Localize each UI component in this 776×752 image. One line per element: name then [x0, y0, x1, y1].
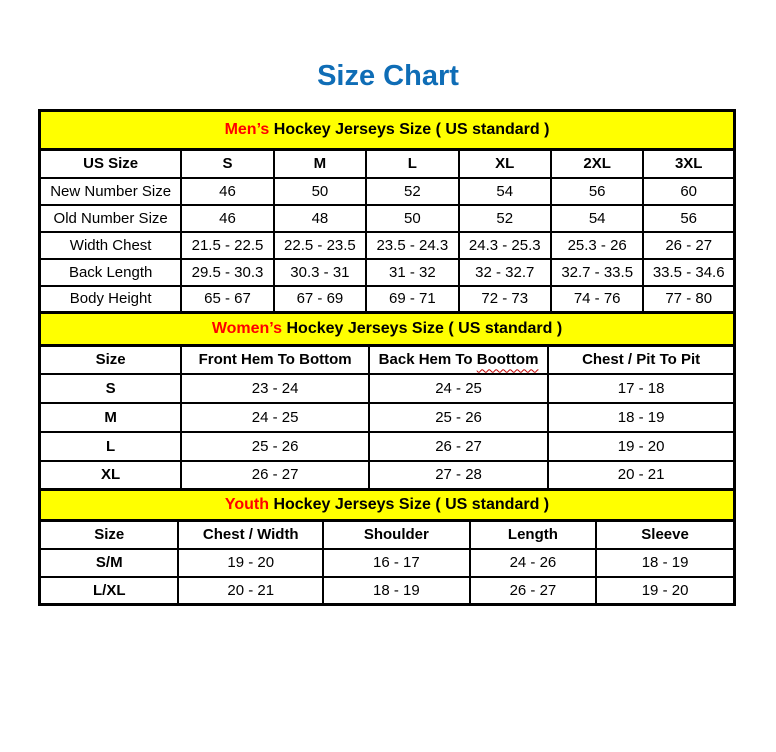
value-cell: 32 - 32.7 — [459, 259, 551, 286]
column-header-cell: 2XL — [551, 150, 643, 178]
value-cell: 32.7 - 33.5 — [551, 259, 643, 286]
size-table-mens — [38, 109, 736, 314]
row-label-cell: Width Chest — [40, 232, 182, 259]
table-title-cell — [40, 490, 735, 521]
row-label-cell: Body Height — [40, 286, 182, 313]
column-header-cell: US Size — [40, 150, 182, 178]
value-cell: 19 - 20 — [548, 432, 734, 461]
table-title-text: Hockey Jerseys Size ( US standard ) — [282, 320, 563, 337]
column-header-cell: Front Hem To Bottom — [181, 346, 369, 374]
column-header-text: Back Hem To — [378, 351, 477, 369]
value-cell: 25 - 26 — [369, 403, 548, 432]
value-cell: 69 - 71 — [366, 286, 458, 313]
value-cell: 26 - 27 — [369, 432, 548, 461]
table-title-cell — [40, 313, 735, 346]
value-cell: 77 - 80 — [643, 286, 734, 313]
page-title: Size Chart — [317, 60, 459, 92]
row-label-cell: Back Length — [40, 259, 182, 286]
table-row — [40, 577, 735, 605]
table-title-text: Hockey Jerseys Size ( US standard ) — [269, 121, 550, 138]
table-row — [40, 549, 735, 577]
value-cell: 18 - 19 — [323, 577, 470, 605]
value-cell: 26 - 27 — [643, 232, 734, 259]
value-cell: 52 — [459, 205, 551, 232]
value-cell: 21.5 - 22.5 — [181, 232, 273, 259]
value-cell: 20 - 21 — [548, 461, 734, 490]
column-header-cell: Chest / Pit To Pit — [548, 346, 734, 374]
value-cell: 50 — [366, 205, 458, 232]
table-row — [40, 374, 735, 403]
table-title-text: Hockey Jerseys Size ( US standard ) — [269, 496, 550, 513]
row-label-cell: Old Number Size — [40, 205, 182, 232]
value-cell: 52 — [366, 178, 458, 205]
value-cell: 60 — [643, 178, 734, 205]
column-header-row — [40, 521, 735, 549]
value-cell: 56 — [643, 205, 734, 232]
value-cell: 33.5 - 34.6 — [643, 259, 734, 286]
column-header-cell: XL — [459, 150, 551, 178]
value-cell: 18 - 19 — [548, 403, 734, 432]
column-header-cell: 3XL — [643, 150, 734, 178]
value-cell: 24 - 25 — [181, 403, 369, 432]
column-header-cell — [369, 346, 548, 374]
value-cell: 29.5 - 30.3 — [181, 259, 273, 286]
column-header-cell: S — [181, 150, 273, 178]
value-cell: 19 - 20 — [178, 549, 323, 577]
value-cell: 23 - 24 — [181, 374, 369, 403]
value-cell: 56 — [551, 178, 643, 205]
table-title-row — [40, 490, 735, 521]
column-header-cell: Size — [40, 521, 179, 549]
column-header-cell: Chest / Width — [178, 521, 323, 549]
table-title-highlight: Women’s — [211, 320, 283, 337]
value-cell: 48 — [274, 205, 366, 232]
row-label-cell: New Number Size — [40, 178, 182, 205]
table-row — [40, 432, 735, 461]
value-cell: 24 - 25 — [369, 374, 548, 403]
column-header-cell: M — [274, 150, 366, 178]
table-row — [40, 286, 735, 313]
row-label-cell: XL — [40, 461, 182, 490]
value-cell: 74 - 76 — [551, 286, 643, 313]
column-header-cell: Shoulder — [323, 521, 470, 549]
row-label-cell: S/M — [40, 549, 179, 577]
row-label-cell: L — [40, 432, 182, 461]
size-chart-tables — [38, 109, 736, 606]
value-cell: 18 - 19 — [596, 549, 734, 577]
table-title-highlight: Youth — [224, 496, 269, 513]
row-label-cell: S — [40, 374, 182, 403]
misspelled-word-squiggle: Boottom — [476, 351, 539, 369]
table-row — [40, 205, 735, 232]
value-cell: 27 - 28 — [369, 461, 548, 490]
value-cell: 24.3 - 25.3 — [459, 232, 551, 259]
table-row — [40, 232, 735, 259]
value-cell: 17 - 18 — [548, 374, 734, 403]
value-cell: 46 — [181, 205, 273, 232]
value-cell: 16 - 17 — [323, 549, 470, 577]
table-row — [40, 259, 735, 286]
value-cell: 26 - 27 — [470, 577, 596, 605]
value-cell: 54 — [551, 205, 643, 232]
value-cell: 23.5 - 24.3 — [366, 232, 458, 259]
row-label-cell: M — [40, 403, 182, 432]
value-cell: 26 - 27 — [181, 461, 369, 490]
row-label-cell: L/XL — [40, 577, 179, 605]
value-cell: 22.5 - 23.5 — [274, 232, 366, 259]
value-cell: 54 — [459, 178, 551, 205]
size-table-womens — [38, 311, 736, 491]
table-title-row — [40, 313, 735, 346]
column-header-row — [40, 150, 735, 178]
value-cell: 25.3 - 26 — [551, 232, 643, 259]
value-cell: 46 — [181, 178, 273, 205]
value-cell: 30.3 - 31 — [274, 259, 366, 286]
column-header-cell: Sleeve — [596, 521, 734, 549]
value-cell: 19 - 20 — [596, 577, 734, 605]
value-cell: 65 - 67 — [181, 286, 273, 313]
value-cell: 20 - 21 — [178, 577, 323, 605]
table-title-cell — [40, 111, 735, 150]
size-table-youth — [38, 488, 736, 606]
column-header-cell: Length — [470, 521, 596, 549]
column-header-cell: Size — [40, 346, 182, 374]
value-cell: 31 - 32 — [366, 259, 458, 286]
value-cell: 50 — [274, 178, 366, 205]
column-header-cell: L — [366, 150, 458, 178]
column-header-row — [40, 346, 735, 374]
table-title-row — [40, 111, 735, 150]
table-title-highlight: Men’s — [224, 121, 270, 138]
value-cell: 25 - 26 — [181, 432, 369, 461]
table-row — [40, 461, 735, 490]
value-cell: 67 - 69 — [274, 286, 366, 313]
value-cell: 72 - 73 — [459, 286, 551, 313]
table-row — [40, 403, 735, 432]
value-cell: 24 - 26 — [470, 549, 596, 577]
table-row — [40, 178, 735, 205]
